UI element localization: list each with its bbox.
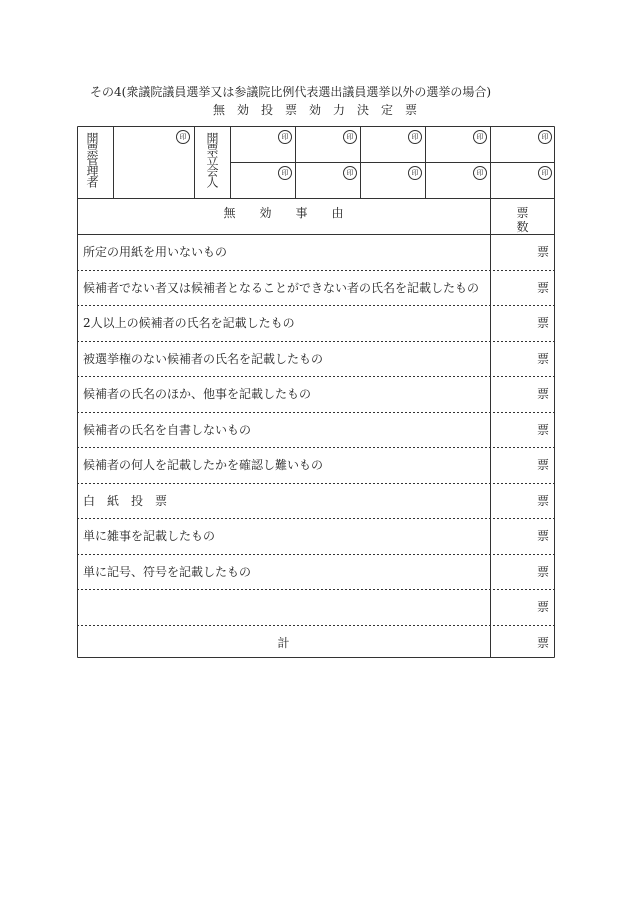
reason-row-label: 2人以上の候補者の氏名を記載したもの <box>83 316 295 330</box>
reason-row-label: 単に記号、符号を記載したもの <box>83 564 252 579</box>
vote-count-unit: 票 <box>536 529 549 543</box>
reason-row-label: 所定の用紙を用いないもの <box>83 245 228 259</box>
vote-count-unit: 票 <box>536 351 549 366</box>
form-title: 無効投票効力決定票 <box>212 103 429 117</box>
total-count-unit: 票 <box>536 635 549 650</box>
kaihyo-tachiainin-label: 開票立会人 <box>205 132 219 187</box>
decision-table <box>77 126 555 658</box>
seal-mark-icon: 印 <box>278 166 292 180</box>
seal-mark-icon: 印 <box>408 166 422 180</box>
seal-mark-icon: 印 <box>538 130 552 144</box>
seal-mark-icon: 印 <box>473 130 487 144</box>
seal-mark-icon: 印 <box>538 166 552 180</box>
reason-row-label: 候補者でない者又は候補者となることができない者の氏名を記載したもの <box>83 280 480 295</box>
reason-row-label: 被選挙権のない候補者の氏名を記載したもの <box>83 351 324 366</box>
seal-mark-icon: 印 <box>473 166 487 180</box>
vote-count-unit: 票 <box>536 387 549 401</box>
vote-count-unit: 票 <box>536 245 549 259</box>
reason-row-label: 単に雑事を記載したもの <box>83 529 216 543</box>
total-label: 計 <box>277 635 290 650</box>
reason-row-label: 候補者の何人を記載したかを確認し難いもの <box>83 458 324 472</box>
seal-mark-icon: 印 <box>408 130 422 144</box>
reason-row-label: 候補者の氏名を自書しないもの <box>83 422 252 437</box>
kaihyo-kanrisha-label: 開票管理者 <box>85 132 99 187</box>
vote-count-unit: 票 <box>536 422 549 437</box>
seal-mark-icon: 印 <box>176 130 190 144</box>
reason-row-label: 白 紙 投 票 <box>83 493 168 508</box>
seal-mark-icon: 印 <box>343 130 357 144</box>
seal-mark-icon: 印 <box>343 166 357 180</box>
reason-column-header: 無効事由 <box>223 206 368 220</box>
count-column-header: 票数 <box>516 206 549 234</box>
vote-count-unit: 票 <box>536 564 549 579</box>
form-subtitle: その4(衆議院議員選挙又は参議院比例代表選出議員選挙以外の選挙の場合) <box>90 85 492 99</box>
vote-count-unit: 票 <box>536 493 549 508</box>
vote-count-unit: 票 <box>536 316 549 330</box>
vote-count-unit: 票 <box>536 600 549 614</box>
vote-count-unit: 票 <box>536 458 549 472</box>
reason-row-label: 候補者の氏名のほか、他事を記載したもの <box>83 387 312 401</box>
vote-count-unit: 票 <box>536 280 549 295</box>
seal-mark-icon: 印 <box>278 130 292 144</box>
